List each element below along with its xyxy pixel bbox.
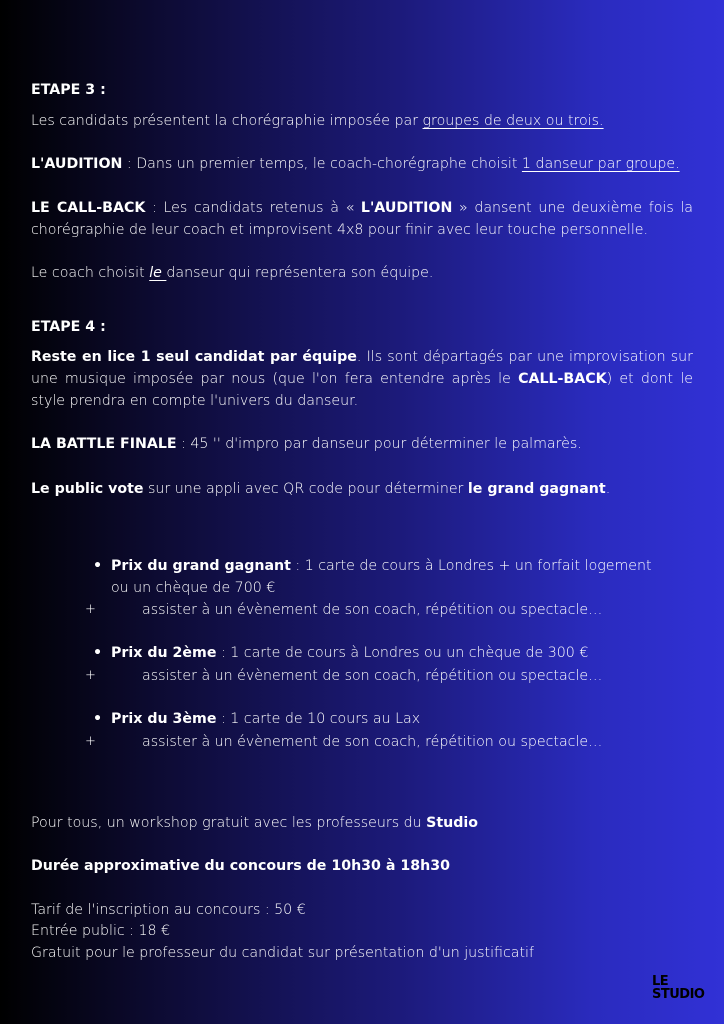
studio-logo: LE STUDIO: [652, 974, 705, 1002]
prize-label: Prix du 3ème: [111, 711, 217, 727]
groups-link-text: groupes de deux ou trois.: [422, 113, 604, 129]
plus-icon: +: [85, 668, 96, 683]
battle-label: LA BATTLE FINALE: [31, 436, 177, 452]
plus-icon: +: [85, 602, 96, 617]
prize-item: • Prix du 3ème : 1 carte de 10 cours au Lax: [93, 708, 653, 730]
etape4-heading: ETAPE 4 :: [31, 319, 106, 335]
plus-icon: +: [85, 734, 96, 749]
pricing-line: Tarif de l'inscription au concours : 50 €: [31, 902, 306, 918]
coach-choice-paragraph: Le coach choisit le danseur qui représentera son équipe.: [31, 265, 434, 281]
prize-label: Prix du 2ème: [111, 645, 217, 661]
prize-item: • Prix du 2ème : 1 carte de cours à Londres ou un chèque de 300 €: [93, 642, 653, 664]
bullet-icon: •: [93, 711, 103, 727]
bullet-icon: •: [93, 558, 103, 574]
coach-choice-underlined: le: [149, 265, 167, 281]
pricing-line: Entrée public : 18 €: [31, 923, 171, 939]
etape3-intro: Les candidats présentent la chorégraphie imposée par groupes de deux ou trois.: [31, 113, 604, 129]
battle-paragraph: LA BATTLE FINALE : 45 '' d'impro par danseur pour déterminer le palmarès.: [31, 436, 582, 452]
callback-paragraph: LE CALL-BACK : Les candidats retenus à « L'AUDITION » dansent une deuxième fois la chorégraphie de leur coach et improvisent 4x8 pour finir avec leur touche personnelle.: [31, 200, 694, 238]
workshop-paragraph: Pour tous, un workshop gratuit avec les professeurs du Studio: [31, 815, 478, 831]
audition-paragraph: L'AUDITION : Dans un premier temps, le coach-chorégraphe choisit 1 danseur par groupe.: [31, 156, 680, 172]
etape4-paragraph: Reste en lice 1 seul candidat par équipe. Ils sont départagés par une improvisation sur une musique imposée par nous (que l'on fera entendre après le CALL-BACK) et dont le style prendra en compte l'univers du danseur.: [31, 349, 693, 409]
audition-label: L'AUDITION: [31, 156, 123, 172]
duration-line: Durée approximative du concours de 10h30 à 18h30: [31, 858, 450, 874]
audition-underlined: 1 danseur par groupe.: [521, 156, 680, 172]
callback-label: LE CALL-BACK: [31, 200, 146, 216]
public-vote-paragraph: Le public vote sur une appli avec QR code pour déterminer le grand gagnant.: [31, 481, 611, 497]
etape3-heading: ETAPE 3 :: [31, 82, 106, 98]
bullet-icon: •: [93, 645, 103, 661]
prize-label: Prix du grand gagnant: [111, 558, 291, 574]
prize-item: • Prix du grand gagnant : 1 carte de cours à Londres + un forfait logement ou un chèque de 700 €: [93, 555, 653, 599]
pricing-line: Gratuit pour le professeur du candidat sur présentation d'un justificatif: [31, 945, 534, 961]
